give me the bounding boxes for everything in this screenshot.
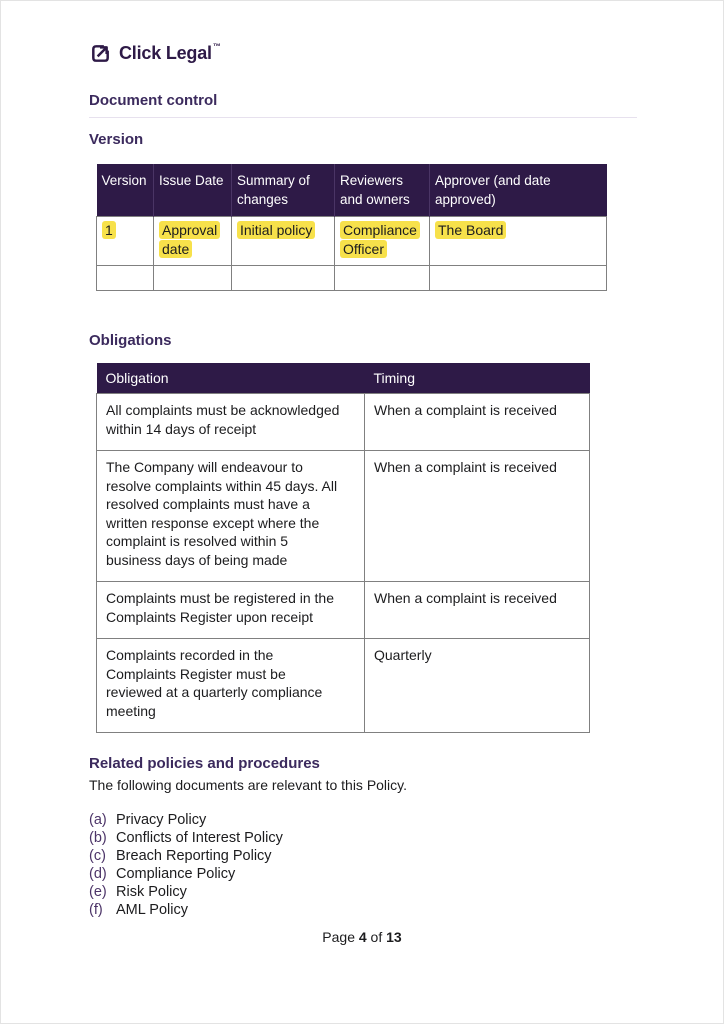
document-control-heading: Document control [89,92,218,109]
list-item [89,847,637,865]
logo-text: Click Legal [119,43,212,63]
version-table-row [97,217,607,266]
obligations-table [96,363,590,733]
version-table-header-cell: Version [97,164,154,217]
obligations-table-header-row [97,363,590,394]
highlighted-text: The Board [435,221,506,239]
footer-page-number: 4 [358,929,367,945]
list-item-label: Risk Policy [116,884,187,900]
heading-divider [89,117,637,118]
version-table-cell [154,266,232,291]
list-item-label: Compliance Policy [116,866,236,882]
timing-cell: When a complaint is received [365,394,590,451]
obligation-cell: The Company will endeavour to resolve complaints within 45 days. All resolved complaints must have a written response except where the complaint is resolved within 5 business days of being made [97,451,365,582]
version-table-header-cell: Approver (and date approved) [430,164,607,217]
version-table-cell [430,217,607,266]
version-table-header-cell: Issue Date [154,164,232,217]
related-policies-intro: The following documents are relevant to this Policy. [89,777,408,793]
timing-cell: When a complaint is received [365,582,590,639]
highlighted-text: Approval date [159,221,220,258]
list-item-label: Breach Reporting Policy [116,848,272,864]
list-item [89,829,637,847]
highlighted-text: Initial policy [237,221,315,239]
footer-prefix: Page [322,929,359,945]
version-table-cell [154,217,232,266]
version-heading: Version [89,131,144,148]
version-table-header-cell: Reviewers and owners [335,164,430,217]
footer-separator: of [366,929,387,945]
highlighted-text: Compliance Officer [340,221,420,258]
version-table-cell [335,217,430,266]
version-table-empty-row [97,266,607,291]
version-table-cell [232,266,335,291]
timing-cell: Quarterly [365,639,590,733]
list-item [89,901,637,919]
list-item-label: Privacy Policy [116,812,207,828]
related-policies-heading: Related policies and procedures [89,755,320,772]
external-link-logo-icon [89,42,112,65]
version-table-header-row [97,164,607,217]
trademark-mark: ™ [212,42,221,51]
obligations-table-header-cell: Obligation [97,363,365,394]
list-item-marker: (b) [89,830,107,846]
obligation-cell: Complaints recorded in the Complaints Register must be reviewed at a quarterly compliance meeting [97,639,365,733]
obligations-heading: Obligations [89,332,172,349]
list-item-label: Conflicts of Interest Policy [116,830,283,846]
obligation-cell: Complaints must be registered in the Complaints Register upon receipt [97,582,365,639]
obligations-table-header-cell: Timing [365,363,590,394]
obligations-table-row [97,582,590,639]
version-table-cell [232,217,335,266]
page-number-footer [1,929,723,945]
obligations-table-row [97,639,590,733]
version-table-cell [97,266,154,291]
list-item-marker: (a) [89,812,107,828]
version-table-cell [335,266,430,291]
list-item-marker: (f) [89,902,103,918]
list-item-marker: (e) [89,884,107,900]
logo [89,42,637,65]
related-policies-list [89,811,637,919]
list-item-label: AML Policy [116,902,188,918]
version-table [96,164,607,291]
version-table-header-cell: Summary of changes [232,164,335,217]
obligations-table-row [97,394,590,451]
list-item-marker: (c) [89,848,106,864]
list-item-marker: (d) [89,866,107,882]
obligation-cell: All complaints must be acknowledged within 14 days of receipt [97,394,365,451]
list-item [89,883,637,901]
highlighted-text: 1 [102,221,116,239]
obligations-table-row [97,451,590,582]
footer-total-pages: 13 [386,929,402,945]
list-item [89,865,637,883]
version-table-cell [430,266,607,291]
version-table-cell [97,217,154,266]
list-item [89,811,637,829]
timing-cell: When a complaint is received [365,451,590,582]
